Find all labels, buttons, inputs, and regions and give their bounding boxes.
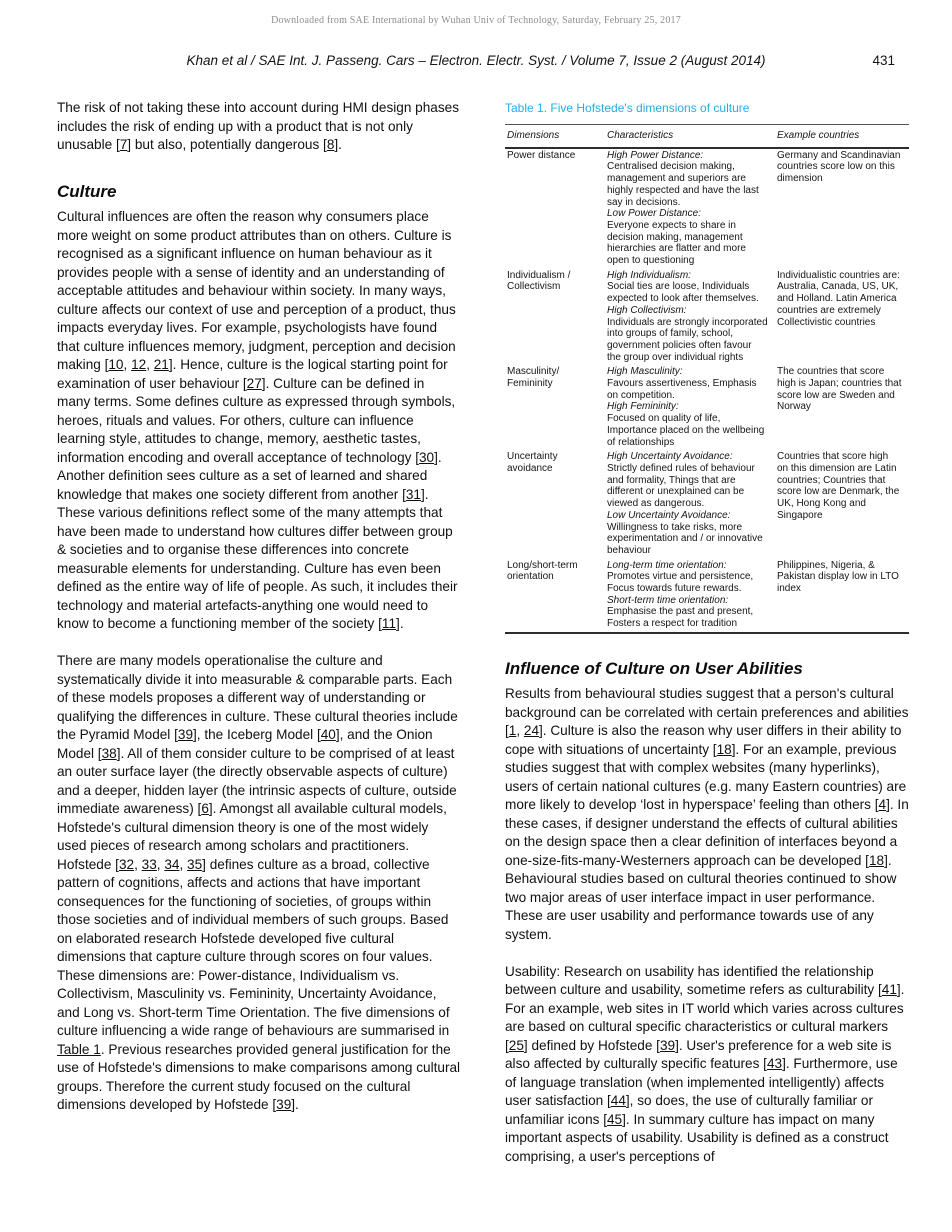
dimension-cell: Uncertainty avoidance <box>507 451 558 474</box>
characteristic-label: High Individualism: <box>607 269 691 281</box>
citation-link[interactable]: 34 <box>164 856 180 872</box>
examples-cell: Germany and Scandinavian countries score low on this dimension <box>777 149 901 185</box>
citation-link[interactable]: 40 <box>320 727 336 742</box>
characteristic-text: Promotes virtue and persistence, Focus towards future rewards. <box>607 571 754 595</box>
characteristic-text: Willingness to take risks, more experimentation and / or innovative behaviour <box>607 521 763 556</box>
citation-link[interactable]: 32 <box>118 856 135 872</box>
dimension-cell: Individualism / Collectivism <box>507 269 571 293</box>
dimension-cell: Power distance <box>507 149 576 161</box>
citation-link[interactable]: 18 <box>716 741 732 757</box>
citation-link[interactable]: 39 <box>659 1037 676 1053</box>
hofstede-dimensions-table <box>505 124 909 634</box>
citation-link[interactable]: 4 <box>878 797 887 813</box>
characteristic-label: High Uncertainty Avoidance: <box>607 451 733 463</box>
download-notice: Downloaded from SAE International by Wuhan Univ of Technology, Saturday, February 25, 2017 <box>271 15 681 26</box>
citation-link[interactable]: 31 <box>405 486 421 502</box>
citation-link[interactable]: 8 <box>326 137 335 152</box>
table-row <box>505 269 909 366</box>
citation-link[interactable]: 39 <box>276 1097 292 1112</box>
citation-link[interactable]: 12 <box>131 357 147 372</box>
characteristic-label: High Femininity: <box>607 401 679 413</box>
characteristic-label: Long-term time orientation: <box>607 559 727 571</box>
paragraph-culture-models: There are many models operationalise the culture and systematically divide it into measurable & comparable parts. Each of these models proposes a different way of understanding or qualifying the differences in culture. These cultural theories include the Pyramid Model [39], the Iceberg Model [40], and the Onion Model [38]. All of them consider culture to be comprised of at least an outer surface layer (the directly observable aspects of culture) and a deeper, hidden layer (the intrinsic aspects of culture, outside immediate awareness) [6]. Amongst all available cultural models, Hofstede's cultural dimension theory is one of the most widely used pieces of research among scholars and practitioners. Hofstede [32, 33, 34, 35] defines culture as a broad, collective pattern of cognitions, affects and actions that have important consequences for the functioning of societies, of groups within those societies and of individual members of such groups. Based on elaborated research Hofstede developed five cultural dimensions that capture culture through scores on four values. These dimensions are: Power-distance, Individualism vs. Collectivism, Masculinity vs. Femininity, Uncertainty Avoidance, and Long vs. Short-term Time Orientation. The five dimensions of culture influencing a wide range of behaviours are summarised in Table 1. Previous researches provided general justification for the use of Hofstede's dimensions to make comparisons among cultural groups. Therefore the current study focused on the cultural dimensions developed by Hofstede [39]. <box>57 653 461 1112</box>
characteristic-text: Everyone expects to share in decision making, management hierarchies are flatter and more open to questioning <box>607 219 746 267</box>
citation-link[interactable]: 35 <box>187 856 203 872</box>
dimension-cell: Long/short-term orientation <box>507 559 578 583</box>
table-row <box>505 365 909 450</box>
characteristic-text: Centralised decision making, management and superiors are highly respected and have the last say in decisions. <box>607 161 759 208</box>
characteristic-label: Short-term time orientation: <box>607 594 729 606</box>
table-row <box>505 450 909 558</box>
section-heading-influence: Influence of Culture on User Abilities <box>505 658 803 678</box>
table-row <box>505 559 909 633</box>
paragraph-user-abilities: Results from behavioural studies suggest that a person's cultural background can be correlated with certain preferences and abilities [1, 24]. Culture is also the reason why user differs in their ability to cope with situations of uncertainty [18]. For an example, previous studies suggest that with complex websites (many hyperlinks), users of certain national cultures (e.g. many Eastern countries) are more likely to develop ‘lost in hyperspace’ feeling than others [4]. In these cases, if designer understand the effects of cultural abilities on the design space then a clear definition of interfaces beyond a one-size-fits-many-Westerners approach can be developed [18]. Behavioural studies based on cultural theories continued to show two major areas of user interface impact in user performance. These are user usability and performance towards use of any system. <box>505 686 909 942</box>
citation-link[interactable]: 21 <box>153 357 169 372</box>
characteristic-text: Social ties are loose, Individuals expected to look after themselves. <box>607 281 759 305</box>
paragraph-usability: Usability: Research on usability has identified the relationship between culture and usability, sometime refers as culturability [41]. For an example, web sites in IT world which varies across cultures are based on cultural specific characteristics or cultural markers [25] defined by Hofstede [39]. User's preference for a web site is also affected by culturally specific features [43]. Furthermore, use of language translation (when implemented intelligently) affects user satisfaction [44], so does, the use of culturally familiar or unfamiliar icons [45]. In summary culture has impact on many important aspects of usability. Usability is defined as a construct comprising, a user's perceptions of <box>505 963 905 1164</box>
citation-link[interactable]: 41 <box>881 982 897 998</box>
section-heading-culture: Culture <box>57 181 117 201</box>
citation-link[interactable]: 30 <box>418 449 435 465</box>
citation-link[interactable]: 10 <box>108 357 124 372</box>
examples-cell: Individualistic countries are: Australia, Canada, US, UK, and Holland. Latin America countries are extremely Collectivistic countries <box>777 269 900 328</box>
table-ref-link[interactable]: Table 1 <box>57 1041 101 1057</box>
page-number: 431 <box>872 53 895 68</box>
dimension-cell: Masculinity/ Femininity <box>507 366 560 390</box>
citation-link[interactable]: 33 <box>141 856 157 872</box>
column-header-characteristics: Characteristics <box>607 130 674 141</box>
characteristics-cell <box>605 148 775 269</box>
citation-link[interactable]: 39 <box>177 727 194 742</box>
examples-cell: Philippines, Nigeria, & Pakistan display low in LTO index <box>777 559 899 595</box>
characteristic-text: Individuals are strongly incorporated into groups of family, school, government policies often favour the group over individual rights <box>607 316 768 363</box>
right-column <box>505 99 909 1185</box>
citation-link[interactable]: 44 <box>610 1093 626 1109</box>
table-caption: Table 1. Five Hofstede's dimensions of culture <box>505 101 750 115</box>
citation-link[interactable]: 25 <box>508 1037 524 1053</box>
citation-link[interactable]: 38 <box>101 745 117 761</box>
examples-cell: Countries that score high on this dimension are Latin countries; Countries that score low are Denmark, the UK, Hong Kong and Singapore <box>777 451 900 521</box>
characteristic-text: Favours assertiveness, Emphasis on competition. <box>607 378 757 401</box>
citation-link[interactable]: 18 <box>868 852 885 868</box>
characteristics-cell <box>605 365 775 450</box>
citation-link[interactable]: 24 <box>523 723 540 739</box>
table-header-row <box>505 125 909 148</box>
citation-link[interactable]: 43 <box>766 1056 783 1072</box>
characteristic-label: Low Power Distance: <box>607 208 701 220</box>
paragraph-culture-definitions: Cultural influences are often the reason why consumers place more weight on some product attributes than on others. Culture is recognised as a significant influence on human behaviour as it provides people with a sense of identity and an understanding of acceptable attitudes and behaviour within society. In many ways, culture affects our context of use and perception of a product, thus impacts everyday lives. For example, psychologists have found that culture influences memory, judgment, perception and decision making [10, 12, 21]. Hence, culture is the logical starting point for examination of user behaviour [27]. Culture can be defined in many terms. Some defines culture as expressed through symbols, heroes, rituals and values. For others, culture can influence learning style, attitudes to change, memory, aesthetic tastes, information encoding and overall acceptance of technology [30]. Another definition sees culture as a set of learned and shared knowledge that makes one society different from another [31]. These various definitions reflect some of the many attempts that have been made to understand how cultures differ between group & societies and to organise these differences into concrete measurable elements for understanding. Culture has even been defined as the entire way of life of people. As such, it includes their technology and material artefacts-anything one would need to know to become a functioning member of the society [11]. <box>57 209 458 631</box>
column-header-example-countries: Example countries <box>777 130 860 141</box>
characteristic-text: Focused on quality of life, Importance placed on the wellbeing of relationships <box>607 413 765 448</box>
characteristic-label: Low Uncertainty Avoidance: <box>607 509 731 521</box>
examples-cell: The countries that score high is Japan; countries that score low are Sweden and Norway <box>777 366 902 413</box>
characteristics-cell <box>605 450 775 558</box>
running-head: Khan et al / SAE Int. J. Passeng. Cars – Electron. Electr. Syst. / Volume 7, Issue 2 (August 2014) <box>186 53 766 68</box>
citation-link[interactable]: 11 <box>381 616 397 631</box>
citation-link[interactable]: 1 <box>508 723 517 739</box>
characteristic-label: High Power Distance: <box>607 149 704 161</box>
table-body <box>505 148 909 633</box>
characteristic-label: High Collectivism: <box>607 304 687 316</box>
paragraph-risk: The risk of not taking these into account during HMI design phases includes the risk of ending up with a product that is not only unusable [7] but also, potentially dangerous [8]. <box>57 100 459 152</box>
characteristic-text: Strictly defined rules of behaviour and formality, Things that are different or unexplained can be viewed as dangerous. <box>607 462 755 510</box>
characteristic-text: Emphasise the past and present, Fosters a respect for tradition <box>607 606 754 630</box>
citation-link[interactable]: 27 <box>246 375 262 391</box>
characteristic-label: High Masculinity: <box>607 366 683 378</box>
table-row <box>505 148 909 269</box>
citation-link[interactable]: 7 <box>119 137 128 152</box>
citation-link[interactable]: 45 <box>607 1111 623 1127</box>
left-column <box>57 99 461 1133</box>
characteristics-cell <box>605 559 775 633</box>
citation-link[interactable]: 6 <box>201 801 209 816</box>
column-header-dimensions: Dimensions <box>507 130 560 141</box>
characteristics-cell <box>605 269 775 366</box>
